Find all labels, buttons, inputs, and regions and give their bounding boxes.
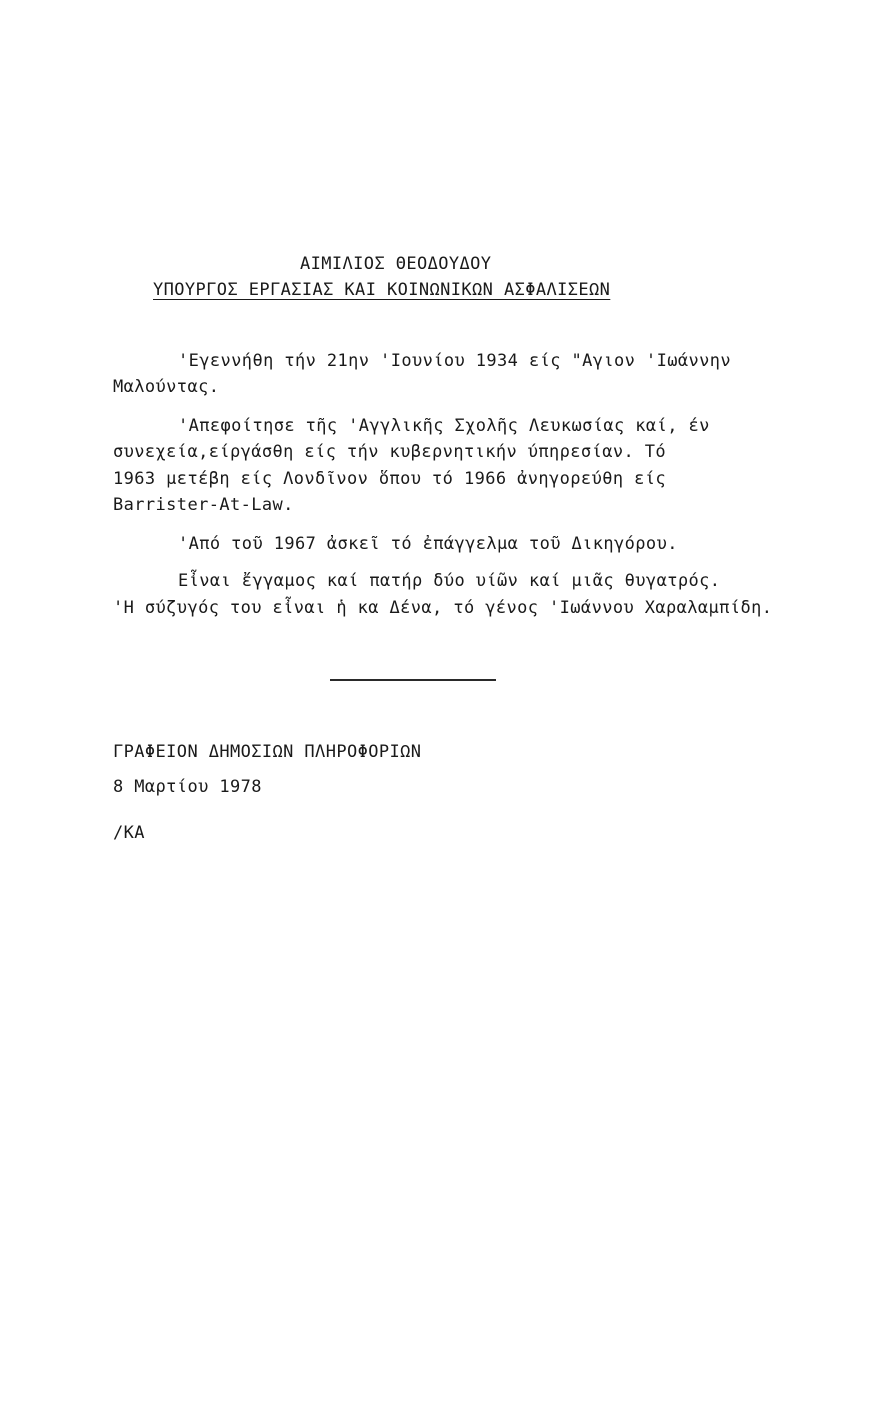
footer-initials: /ΚΑ [113,823,145,843]
paragraph-2-line-1: 'Απεφοίτησε τῆς 'Αγγλικῆς Σχολῆς Λευκωσίας καί, έν [178,416,710,436]
footer-office: ΓΡΑΦΕΙΟΝ ΔΗΜΟΣΙΩΝ ΠΛΗΡΟΦΟΡΙΩΝ [113,742,422,762]
paragraph-3-line-1: 'Από τοῦ 1967 ἀσκεῖ τό ἐπάγγελμα τοῦ Δικηγόρου. [178,534,678,554]
section-divider [330,679,496,681]
paragraph-2-line-2: συνεχεία,είργάσθη είς τήν κυβερνητικήν ύπηρεσίαν. Τό [113,442,667,462]
footer-date: 8 Μαρτίου 1978 [113,777,262,797]
document-title-post: ΥΠΟΥΡΓΟΣ ΕΡΓΑΣΙΑΣ ΚΑΙ ΚΟΙΝΩΝΙΚΩΝ ΑΣΦΑΛΙΣΕΩΝ [153,280,611,300]
paragraph-4-line-2: 'Η σύζυγός του εἶναι ἡ κα Δένα, τό γένος 'Ιωάννου Χαραλαμπίδη. [113,598,773,618]
document-title-name: ΑΙΜΙΛΙΟΣ ΘΕΟΔΟΥΔΟΥ [300,254,492,274]
paragraph-1-line-1: 'Εγεννήθη τήν 21ην 'Ιουνίου 1934 είς "Αγιον 'Ιωάννην [178,351,732,371]
paragraph-4-line-1: Εἶναι ἔγγαμος καί πατήρ δύο υίῶν καί μιᾶς θυγατρός. [178,571,721,591]
paragraph-2-line-3: 1963 μετέβη είς Λονδῖνον ὅπου τό 1966 ἀνηγορεύθη είς [113,469,667,489]
paragraph-2-line-4: Barrister-At-Law. [113,495,294,515]
paragraph-1-line-2: Μαλούντας. [113,377,220,397]
